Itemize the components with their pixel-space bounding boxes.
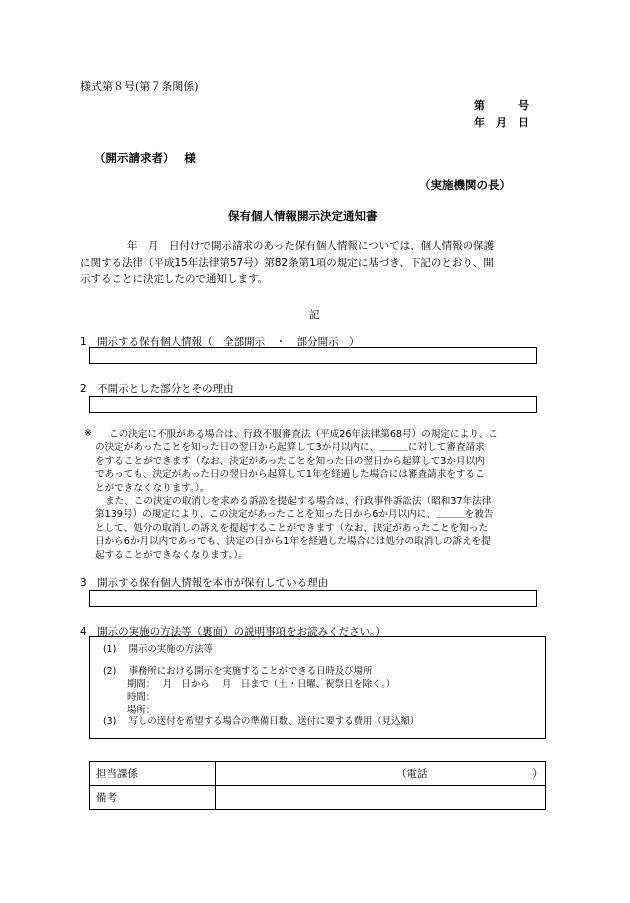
section4-item2: (2) 事務所における開示を実施することができる日時及び場所: [103, 666, 373, 677]
section3-label: 3 開示する保有個人情報を本市が保有している理由: [80, 577, 329, 589]
ki-label: 記: [309, 309, 320, 321]
section4-place: 場所：: [127, 705, 156, 716]
section1-field[interactable]: [89, 347, 537, 364]
section4-time: 時間：: [127, 692, 156, 703]
document-date: 年 月 日: [474, 116, 529, 129]
remarks-cell[interactable]: [216, 786, 546, 810]
addressee: （開示請求者） 様: [94, 151, 196, 165]
form-label: 様式第８号(第７条関係): [80, 80, 199, 93]
body-line: 年 月 日付けで開示請求のあった保有個人情報については、個人情報の保護: [127, 240, 495, 252]
note-line: 第139号）の規定により、この決定があったことを知った日から6か月以内に、＿＿＿を被告: [95, 509, 494, 521]
note-line: とができなくなります。）。: [95, 482, 210, 494]
note-line: をすることができます（なお、決定があったことを知った日の翌日から起算して3か月以内: [95, 455, 485, 467]
document-number: 第 号: [474, 99, 529, 112]
remarks-label: 備考: [90, 786, 216, 810]
document-title: 保有個人情報開示決定通知書: [228, 209, 378, 223]
note-line: 起することができなくなります。）。: [95, 549, 248, 561]
note-line: であっても、決定があった日の翌日から起算して1年を経過した場合には審査請求をするこ: [95, 469, 485, 481]
section4-period: 期間： 月 日から 月 日まで（土・日曜、祝祭日を除く。）: [127, 679, 396, 690]
section4-item3: (3) 写しの送付を希望する場合の準備日数、送付に要する費用（見込額）: [103, 716, 420, 727]
appeal-note: [95, 428, 498, 562]
contact-table: [89, 761, 546, 810]
section4-box: [89, 636, 546, 739]
note-line: この決定に不服がある場合は、行政不服審査法（平成26年法律第68号）の規定により、こ: [109, 429, 498, 440]
issuer: （実施機関の長）: [419, 178, 511, 192]
section4-label: 4 開示の実施の方法等（裏面）の説明事項をお読みください。）: [80, 626, 386, 638]
section4-item1: (1) 開示の実施の方法等: [103, 644, 214, 655]
note-line: として、処分の取消しの訴えを提起することができます（なお、決定があったことを知った: [95, 522, 489, 534]
phone-cell[interactable]: （電話 ）: [216, 762, 546, 786]
section3-field[interactable]: [89, 590, 537, 607]
table-row: [90, 762, 546, 786]
section2-field[interactable]: [89, 396, 537, 413]
section2-label: 2 不開示とした部分とその理由: [80, 383, 234, 395]
body-text: [80, 238, 494, 288]
note-line: また、この決定の取消しを求める訴訟を提起する場合は、行政事件訴訟法（昭和37年法律: [105, 496, 492, 508]
note-line: 日から6か月以内であっても、決定の日から1年を経過した場合には処分の取消しの訴えを提: [95, 536, 491, 548]
note-line: の決定があったことを知った日の翌日から起算して3か月以内に、＿＿＿に対して審査請求: [95, 442, 485, 454]
section1-label: 1 開示する保有個人情報（ 全部開示 ・ 部分開示 ）: [80, 336, 360, 348]
body-line: 示することに決定したので通知します。: [80, 273, 269, 285]
note-mark: ※: [84, 428, 93, 439]
table-row: [90, 786, 546, 810]
body-line: に関する法律（平成15年法律第57号）第82条第1項の規定に基づき、下記のとおり、開: [80, 256, 494, 269]
staff-section-label: 担当課係: [90, 762, 216, 786]
